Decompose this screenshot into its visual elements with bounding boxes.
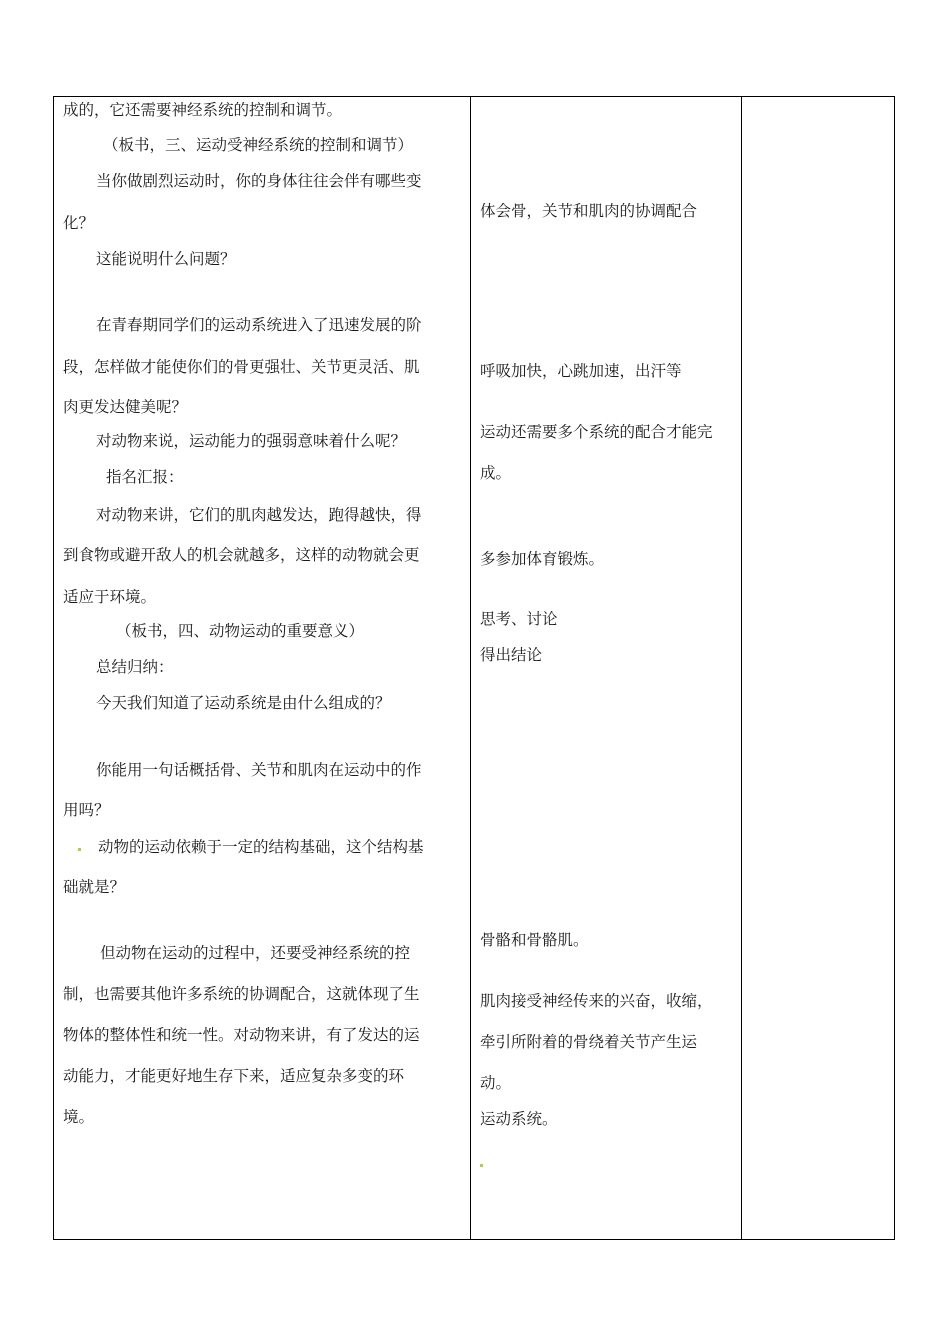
text-line: 体会骨，关节和肌肉的协调配合 (480, 202, 698, 220)
text-line: 肌肉接受神经传来的兴奋，收缩， (480, 992, 713, 1010)
text-line: 用吗？ (63, 801, 110, 819)
text-line: 在青春期同学们的运动系统进入了迅速发展的阶 (96, 316, 422, 334)
text-line: 总结归纳： (96, 658, 174, 676)
text-line: 制，也需要其他许多系统的协调配合，这就体现了生 (63, 985, 420, 1003)
text-line: 础就是？ (63, 878, 126, 896)
text-line: 牵引所附着的骨绕着关节产生运 (480, 1033, 698, 1051)
text-line: 今天我们知道了运动系统是由什么组成的？ (96, 694, 391, 712)
text-line: 得出结论 (480, 646, 543, 664)
stray-mark (78, 848, 81, 851)
text-line: 成的，它还需要神经系统的控制和调节。 (63, 101, 343, 119)
text-line: 当你做剧烈运动时，你的身体往往会伴有哪些变 (96, 172, 422, 190)
text-line: 肉更发达健美呢？ (63, 398, 188, 416)
text-line: 这能说明什么问题？ (96, 250, 236, 268)
text-line: 化？ (63, 214, 95, 232)
text-line: 动物的运动依赖于一定的结构基础，这个结构基 (98, 838, 424, 856)
text-line: 指名汇报： (106, 468, 184, 486)
text-line: 到食物或避开敌人的机会就越多，这样的动物就会更 (63, 546, 420, 564)
text-line: 境。 (63, 1108, 95, 1126)
text-line: 思考、讨论 (480, 610, 558, 628)
text-line: 对动物来讲，它们的肌肉越发达，跑得越快，得 (96, 506, 422, 524)
lesson-table (53, 96, 895, 1240)
text-line: 多参加体育锻炼。 (480, 550, 605, 568)
text-line: 动能力，才能更好地生存下来，适应复杂多变的环 (63, 1067, 405, 1085)
stray-mark (480, 1164, 483, 1167)
text-line: 物体的整体性和统一性。对动物来讲，有了发达的运 (63, 1026, 420, 1044)
text-line: 呼吸加快，心跳加速，出汗等 (480, 362, 682, 380)
teacher-activity-column (54, 97, 471, 1239)
text-line: （板书，三、运动受神经系统的控制和调节） (103, 136, 414, 154)
text-line: （板书，四、动物运动的重要意义） (116, 622, 365, 640)
text-line: 动。 (480, 1074, 512, 1092)
notes-column (741, 97, 894, 1239)
student-activity-column (470, 97, 742, 1239)
text-line: 段，怎样做才能使你们的骨更强壮、关节更灵活、肌 (63, 358, 420, 376)
text-line: 对动物来说，运动能力的强弱意味着什么呢？ (96, 432, 407, 450)
text-line: 骨骼和骨骼肌。 (480, 931, 589, 949)
text-line: 运动系统。 (480, 1110, 558, 1128)
text-line: 你能用一句话概括骨、关节和肌肉在运动中的作 (96, 761, 422, 779)
text-line: 成。 (480, 464, 512, 482)
text-line: 适应于环境。 (63, 588, 157, 606)
text-line: 运动还需要多个系统的配合才能完 (480, 423, 713, 441)
text-line: 但动物在运动的过程中，还要受神经系统的控 (100, 944, 411, 962)
